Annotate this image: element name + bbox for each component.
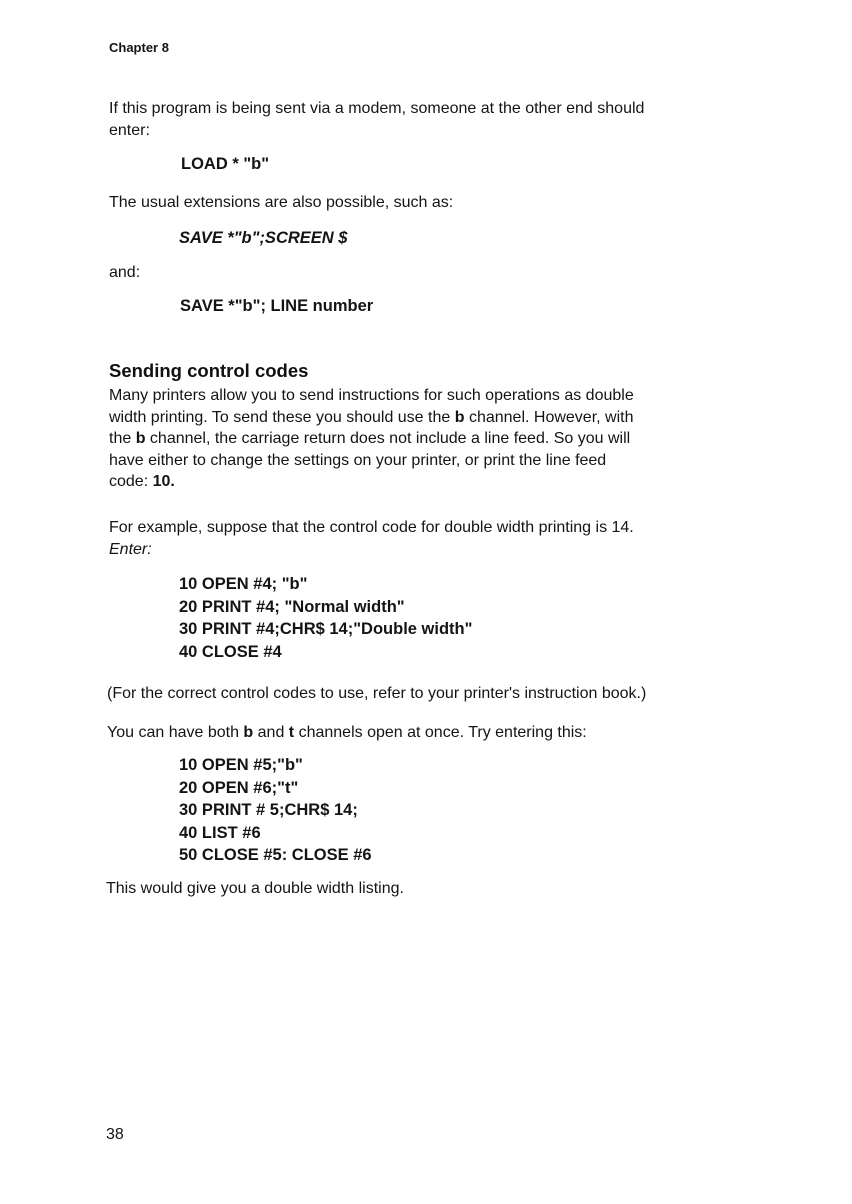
channel-b: b xyxy=(243,724,254,741)
section-heading: Sending control codes xyxy=(109,360,309,381)
channel-t: t xyxy=(288,724,295,741)
intro-line-1: If this program is being sent via a modem, someone at the other end should xyxy=(109,100,645,117)
text-run: and xyxy=(253,724,289,741)
intro-line-2: enter: xyxy=(109,121,150,139)
code-line: 30 PRINT # 5;CHR$ 14; xyxy=(179,801,358,819)
code-line: 20 OPEN #6;"t" xyxy=(179,778,299,797)
control-codes-paragraph xyxy=(109,385,634,493)
code-line: 40 CLOSE #4 xyxy=(179,642,282,661)
text-run: channel. However, with xyxy=(464,408,634,426)
paragraph-line-2 xyxy=(109,407,634,429)
save-screen-command: SAVE *"b";SCREEN $ xyxy=(179,229,348,247)
text-run: width printing. To send these you should use the xyxy=(109,408,455,426)
code-line: 50 CLOSE #5: CLOSE #6 xyxy=(179,846,372,864)
text-run: the xyxy=(109,430,136,447)
text-run: You can have both xyxy=(107,724,244,741)
code-listing-2 xyxy=(179,754,372,867)
paragraph-line-4: have either to change the settings on your printer, or print the line feed xyxy=(109,451,607,469)
code-line: 10 OPEN #4; "b" xyxy=(179,575,308,593)
extensions-text: The usual extensions are also possible, such as: xyxy=(109,194,454,211)
note-text: (For the correct control codes to use, refer to your printer's instruction book.) xyxy=(107,685,647,702)
chapter-header: Chapter 8 xyxy=(109,40,169,55)
text-run: code: xyxy=(109,473,153,490)
code-line: 40 LIST #6 xyxy=(179,823,261,842)
page-number: 38 xyxy=(106,1126,124,1143)
channel-b: b xyxy=(135,430,146,447)
closing-text: This would give you a double width listing. xyxy=(106,880,404,897)
save-line-command: SAVE *"b"; LINE number xyxy=(180,297,374,315)
load-command: LOAD * "b" xyxy=(181,155,270,173)
text-run: channel, the carriage return does not include a line feed. So you will xyxy=(145,430,631,447)
paragraph-line-3 xyxy=(109,428,634,450)
example-line-2: Enter: xyxy=(109,540,152,558)
both-channels-text xyxy=(107,722,587,744)
code-listing-1 xyxy=(179,573,472,663)
code-line: 20 PRINT #4; "Normal width" xyxy=(179,597,405,616)
code-line: 10 OPEN #5;"b" xyxy=(179,756,303,774)
intro-paragraph xyxy=(109,98,644,141)
text-run: channels open at once. Try entering this: xyxy=(294,724,587,741)
code-line: 30 PRINT #4;CHR$ 14;"Double width" xyxy=(179,620,473,638)
paragraph-line-5 xyxy=(109,471,634,493)
line-feed-code: 10. xyxy=(152,473,175,490)
example-paragraph xyxy=(109,517,634,560)
and-text: and: xyxy=(109,264,141,281)
paragraph-line-1: Many printers allow you to send instructions for such operations as double xyxy=(109,387,634,404)
channel-b: b xyxy=(454,408,465,426)
example-line-1: For example, suppose that the control code for double width printing is 14. xyxy=(109,519,634,536)
